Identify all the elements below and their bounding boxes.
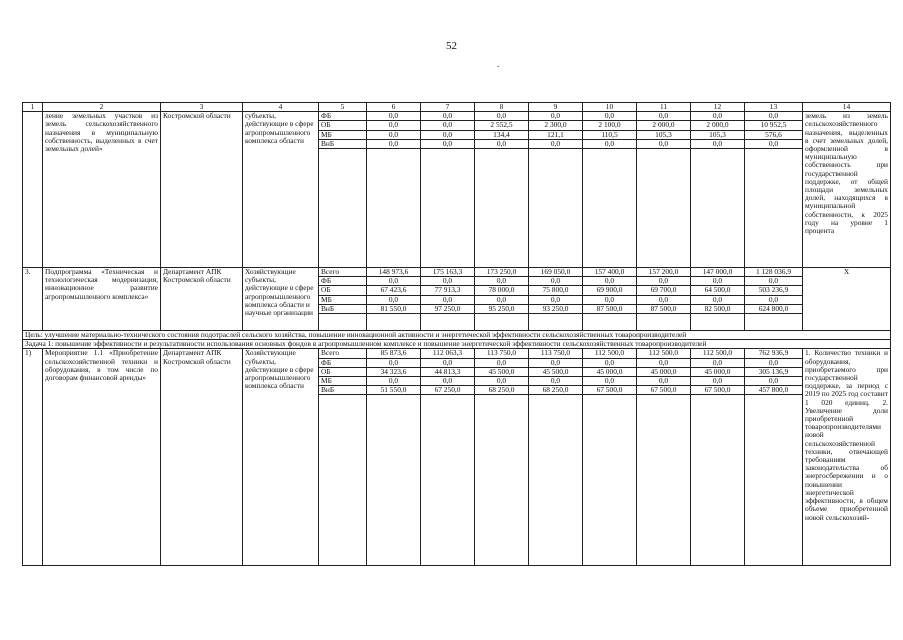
value-cell: 0,0 [367,130,421,139]
value-cell: 0,0 [367,112,421,121]
cell-c2: Подпрограмма «Техническая и технологическая модернизация, инновационное развитие агропромышленного комплекса» [43,268,161,331]
filler-cell [529,395,583,566]
source-cell: ФБ [319,358,367,367]
value-cell: 68 250,0 [529,386,583,395]
value-cell: 0,0 [745,139,803,148]
filler-cell [475,395,529,566]
value-cell: 113 750,0 [475,349,529,358]
filler-cell [319,314,367,331]
value-cell: 10 952,5 [745,121,803,130]
header-cell: 4 [243,103,319,112]
value-cell: 624 800,0 [745,304,803,313]
value-cell: 75 800,0 [529,286,583,295]
header-cell: 14 [803,103,891,112]
value-cell: 0,0 [367,121,421,130]
value-cell: 45 000,0 [691,367,745,376]
budget-table [22,102,891,566]
value-cell: 112 063,3 [421,349,475,358]
value-cell: 69 900,0 [583,286,637,295]
source-cell: ВнБ [319,139,367,148]
value-cell: 121,1 [529,130,583,139]
value-cell: 503 236,9 [745,286,803,295]
filler-cell [691,149,745,268]
value-cell: 67 500,0 [691,386,745,395]
value-cell: 762 936,9 [745,349,803,358]
value-cell: 1 128 036,9 [745,268,803,277]
value-cell: 0,0 [637,358,691,367]
value-cell: 0,0 [691,112,745,121]
value-cell: 147 000,0 [691,268,745,277]
header-cell: 6 [367,103,421,112]
source-cell: МБ [319,377,367,386]
value-cell: 0,0 [421,377,475,386]
value-cell: 81 550,0 [367,304,421,313]
value-cell: 44 813,3 [421,367,475,376]
value-cell: 169 050,0 [529,268,583,277]
value-cell: 0,0 [475,112,529,121]
value-cell: 0,0 [529,139,583,148]
value-cell: 0,0 [637,112,691,121]
value-cell: 0,0 [421,295,475,304]
filler-cell [529,314,583,331]
value-cell: 0,0 [421,112,475,121]
page-number: 52 [446,40,457,52]
value-cell: 45 500,0 [529,367,583,376]
value-cell: 0,0 [421,130,475,139]
value-cell: 67 423,6 [367,286,421,295]
value-cell: 45 500,0 [475,367,529,376]
value-cell: 0,0 [475,139,529,148]
value-cell: 0,0 [475,358,529,367]
value-cell: 0,0 [691,377,745,386]
value-cell: 34 323,6 [367,367,421,376]
value-cell: 2 552,5 [475,121,529,130]
cell-c14: земель из земель сельскохозяйственного назначения, выделенных в счет земельных долей, оформленной в муниципальную собственность при государственной поддержке, от общей площади земельных долей, находящихся в муниципальной собственности, к 2025 году на уровне 1 процента [803,112,891,268]
filler-cell [637,314,691,331]
cell-c3: Департамент АПК Костромской области [161,349,243,566]
source-cell: ВнБ [319,304,367,313]
cell-c2: Мероприятие 1.1 «Приобретение сельскохозяйственной техники и оборудования, в том числе по договорам финансовой аренды» [43,349,161,566]
value-cell: 175 163,3 [421,268,475,277]
cell-c1: 3. [23,268,43,331]
source-cell: ОБ [319,286,367,295]
cell-c14: 1. Количество техники и оборудования, приобретаемого при государственной поддержке, за период с 2019 по 2025 год составит 1 020 единиц. 2. Увеличение доли приобретенной товаропроизводителями новой сельскохозяйственной техники, отвечающей требованиям законодательства об энергосбережении и о повышении энергетической эффективности, в общем объеме приобретенной новой сельскохозяй- [803,349,891,566]
value-cell: 112 500,0 [691,349,745,358]
value-cell: 2 300,0 [529,121,583,130]
value-cell: 0,0 [367,358,421,367]
value-cell: 45 000,0 [637,367,691,376]
value-cell: 68 250,0 [475,386,529,395]
value-cell: 2 000,0 [691,121,745,130]
value-cell: 0,0 [421,358,475,367]
value-cell: 110,5 [583,130,637,139]
filler-cell [475,149,529,268]
value-cell: 0,0 [745,377,803,386]
filler-cell [367,149,421,268]
header-cell: 9 [529,103,583,112]
header-cell: 13 [745,103,803,112]
cell-c2: ление земельных участков из земель сельскохозяйственного назначения в муниципальную собственность, выделенных в счет земельных долей» [43,112,161,268]
value-cell: 87 500,0 [637,304,691,313]
value-cell: 2 000,0 [637,121,691,130]
value-cell: 77 913,3 [421,286,475,295]
header-cell: 1 [23,103,43,112]
header-cell: 8 [475,103,529,112]
block-subprogram-3 [23,268,891,331]
value-cell: 0,0 [421,121,475,130]
header-cell: 2 [43,103,161,112]
value-cell: 0,0 [367,377,421,386]
value-cell: 51 550,0 [367,386,421,395]
header-cell: 11 [637,103,691,112]
value-cell: 0,0 [583,139,637,148]
value-cell: 112 500,0 [583,349,637,358]
value-cell: 95 250,0 [475,304,529,313]
filler-cell [745,149,803,268]
source-cell: Всего [319,268,367,277]
value-cell: 0,0 [475,295,529,304]
source-cell: МБ [319,130,367,139]
goal-text: Цель: улучшение материально-технического состояния подотраслей сельского хозяйства, повышение инновационной активности и энергетической эффективности сельскохозяйственных товаропроизводителей [23,331,891,340]
value-cell: 157 200,0 [637,268,691,277]
value-cell: 0,0 [367,139,421,148]
value-cell: 0,0 [421,277,475,286]
value-cell: 0,0 [637,377,691,386]
value-cell: 134,4 [475,130,529,139]
data-row [23,268,891,277]
goal-row [23,331,891,340]
source-cell: ОБ [319,121,367,130]
value-cell: 0,0 [745,358,803,367]
header-cell: 3 [161,103,243,112]
cell-c3: Департамент АПК Костромской области [161,268,243,331]
value-cell: 0,0 [529,295,583,304]
value-cell: 157 400,0 [583,268,637,277]
header-cell: 7 [421,103,475,112]
source-cell: ФБ [319,277,367,286]
stray-mark: . [497,59,500,69]
value-cell: 2 100,0 [583,121,637,130]
filler-cell [583,149,637,268]
source-cell: Всего [319,349,367,358]
value-cell: 148 973,6 [367,268,421,277]
value-cell: 87 500,0 [583,304,637,313]
header-cell: 10 [583,103,637,112]
source-cell: МБ [319,295,367,304]
filler-cell [319,395,367,566]
cell-c3: Костромской области [161,112,243,268]
value-cell: 0,0 [583,377,637,386]
cell-c4: субъекты, действующие в сфере агропромышленного комплекса области [243,112,319,268]
value-cell: 67 250,0 [421,386,475,395]
data-row [23,349,891,358]
value-cell: 0,0 [529,112,583,121]
value-cell: 0,0 [583,358,637,367]
value-cell: 0,0 [691,358,745,367]
cell-c1: 1) [23,349,43,566]
filler-cell [637,395,691,566]
value-cell: 0,0 [745,295,803,304]
value-cell: 113 750,0 [529,349,583,358]
source-cell: ВнБ [319,386,367,395]
value-cell: 0,0 [637,139,691,148]
value-cell: 0,0 [745,277,803,286]
filler-cell [691,395,745,566]
filler-cell [421,395,475,566]
header-cell: 12 [691,103,745,112]
task-text: Задача 1: повышение эффективности и результативности использования основных фондов в агропромышленном комплексе и повышение энергетической эффективности сельскохозяйственных товаропроизводителей [23,340,891,349]
value-cell: 173 250,0 [475,268,529,277]
value-cell: 0,0 [475,377,529,386]
value-cell: 93 250,0 [529,304,583,313]
value-cell: 0,0 [529,377,583,386]
value-cell: 0,0 [691,277,745,286]
value-cell: 82 500,0 [691,304,745,313]
value-cell: 576,6 [745,130,803,139]
value-cell: 0,0 [583,295,637,304]
value-cell: 0,0 [637,277,691,286]
value-cell: 457 800,0 [745,386,803,395]
source-cell: ФБ [319,112,367,121]
value-cell: 0,0 [529,277,583,286]
value-cell: 0,0 [529,358,583,367]
header-row [23,103,891,112]
source-cell: ОБ [319,367,367,376]
filler-cell [367,395,421,566]
value-cell: 0,0 [475,277,529,286]
value-cell: 67 500,0 [637,386,691,395]
filler-cell [583,314,637,331]
task-row [23,340,891,349]
filler-cell [583,395,637,566]
value-cell: 0,0 [583,112,637,121]
filler-cell [529,149,583,268]
block-land-shares [23,112,891,268]
cell-c4: Хозяйствующие субъекты, действующие в сфере агропромышленного комплекса области [243,349,319,566]
filler-cell [691,314,745,331]
value-cell: 0,0 [691,139,745,148]
value-cell: 69 700,0 [637,286,691,295]
value-cell: 0,0 [745,112,803,121]
value-cell: 105,3 [691,130,745,139]
value-cell: 0,0 [691,295,745,304]
value-cell: 0,0 [367,295,421,304]
filler-cell [745,395,803,566]
value-cell: 0,0 [637,295,691,304]
value-cell: 0,0 [583,277,637,286]
value-cell: 78 000,0 [475,286,529,295]
value-cell: 45 000,0 [583,367,637,376]
filler-cell [367,314,421,331]
data-row [23,112,891,121]
value-cell: 85 873,6 [367,349,421,358]
value-cell: 112 500,0 [637,349,691,358]
cell-c1 [23,112,43,268]
value-cell: 0,0 [367,277,421,286]
value-cell: 105,3 [637,130,691,139]
header-cell: 5 [319,103,367,112]
filler-cell [421,314,475,331]
value-cell: 67 500,0 [583,386,637,395]
cell-c14: X [803,268,891,331]
value-cell: 97 250,0 [421,304,475,313]
filler-cell [745,314,803,331]
filler-cell [421,149,475,268]
block-measure-1-1 [23,349,891,566]
cell-c4: Хозяйствующие субъекты, действующие в сфере агропромышленного комплекса области и научные организации [243,268,319,331]
value-cell: 305 136,9 [745,367,803,376]
filler-cell [319,149,367,268]
value-cell: 0,0 [421,139,475,148]
filler-cell [637,149,691,268]
value-cell: 64 500,0 [691,286,745,295]
filler-cell [475,314,529,331]
